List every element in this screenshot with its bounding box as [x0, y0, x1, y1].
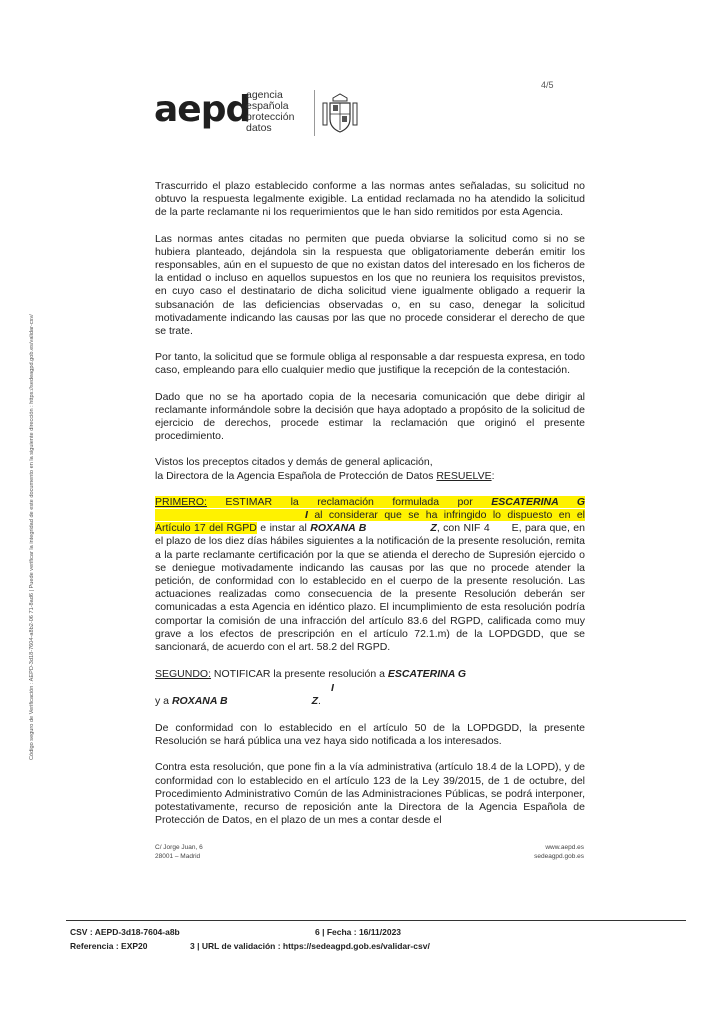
claimant-name-end: I: [305, 509, 308, 522]
resuelve-block: [155, 456, 585, 482]
segundo-label: SEGUNDO:: [155, 668, 212, 681]
website-link[interactable]: www.aepd.es: [545, 844, 584, 851]
logo-divider: [314, 90, 315, 136]
resuelve-line1: Vistos los preceptos citados y demás de general aplicación,: [155, 456, 433, 469]
nif-value-end: E: [511, 522, 519, 535]
claimant-name-end: I: [331, 681, 334, 694]
primero-text: , para que, en el plazo de los diez días hábiles siguientes a la notificación de la presente resolución, remita a la parte reclamante certificación por la que se atienda el derecho de Supresión ejercido o se deniegue motivadamente indicando las causas por las que no procede atender la petición, de conformidad con lo establecido en el cuerpo de la presente resolución. Las actuaciones realizadas como consecuencia de la presente Resolución deberán ser comunicadas a esta Agencia en idéntico plazo. El incumplimiento de esta resolución podría comportar la comisión de una infracción del artículo 83.6 del RGPD, calificada como muy grave a los efectos de prescripción en el artículo 72.1.m) de la LOPDGDD, que se sancionará, de acuerdo con el art. 58.2 del RGPD.: [155, 522, 585, 654]
respondent-name-end: Z: [430, 522, 437, 535]
footer-websites: [520, 843, 584, 861]
csv-url[interactable]: 3 | URL de validación : https://sedeagpd.gob.es/validar-csv/: [190, 941, 430, 951]
paragraph: Las normas antes citadas no permiten que pueda obviarse la solicitud como si no se hubiera planteado, dejándola sin la respuesta que obligatoriamente deberán emitir los responsables, aún en el supuesto de que no existan datos del interesado en los ficheros de la entidad o incluso en aquellos supuestos en los que no reuniera los requisitos previstos, en cuyo caso el destinatario de dicha solicitud viene igualmente obligado a requerir la subsanación de las deficiencias observadas o, en su caso, denegar la solicitud motivadamente indicando las causas por las que no procede considerar el derecho de que se trate.: [155, 232, 585, 338]
logo-text: [246, 90, 294, 134]
primero-text: al considerar que se ha infringido lo dispuesto en el Artículo 17 del RGPD: [155, 509, 585, 535]
claimant-name: ESCATERINA G: [491, 495, 586, 508]
paragraph: De conformidad con lo establecido en el artículo 50 de la LOPDGDD, la presente Resolución se hará pública una vez haya sido notificada a los interesados.: [155, 721, 585, 748]
spanish-coat-of-arms-icon: [320, 92, 360, 136]
logo-wordmark: aepd: [154, 89, 251, 130]
csv-code: CSV : AEPD-3d18-7604-a8b: [70, 927, 180, 937]
segundo-text: y a: [155, 694, 172, 707]
website-link[interactable]: sedeagpd.gob.es: [534, 853, 584, 860]
csv-row: [70, 925, 402, 939]
logo-line: datos: [246, 122, 272, 134]
respondent-name: ROXANA B: [310, 522, 367, 535]
csv-block: [70, 925, 430, 953]
csv-divider: [66, 920, 686, 921]
paragraph: Contra esta resolución, que pone fin a la vía administrativa (artículo 18.4 de la LOPD), y de conformidad con lo establecido en el artículo 123 de la Ley 39/2015, de 1 de octubre, del Procedimiento Administrativo Común de las Administraciones Públicas, se podrá interponer, potestativamente, recurso de reposición ante la Directora de la Agencia Española de Protección de Datos, en el plazo de un mes a contar desde el: [155, 761, 585, 827]
primero-text: ESTIMAR la reclamación formulada por: [206, 495, 492, 508]
primero-section: [155, 496, 585, 654]
claimant-name: ESCATERINA G: [387, 668, 467, 681]
logo-line: española: [246, 100, 289, 112]
logo-line: protección: [246, 111, 295, 123]
respondent-name: ROXANA B: [171, 694, 228, 707]
resuelve-colon: :: [491, 469, 495, 482]
csv-fecha: 6 | Fecha : 16/11/2023: [315, 927, 402, 937]
page-number: 4/5: [541, 80, 554, 90]
footer-address: [155, 843, 203, 861]
document-body: [155, 180, 585, 840]
address-line: C/ Jorge Juan, 6: [155, 844, 203, 851]
segundo-text: NOTIFICAR la presente resolución a: [211, 668, 388, 681]
resuelve-line2: la Directora de la Agencia Española de Protección de Datos: [155, 469, 437, 482]
primero-label: PRIMERO:: [155, 495, 207, 508]
aepd-logo: [152, 86, 372, 142]
primero-text: e instar al: [256, 522, 311, 535]
nif-value: 4: [483, 522, 490, 535]
csv-referencia: Referencia : EXP20: [70, 941, 148, 951]
resuelve-keyword: RESUELVE: [436, 469, 492, 482]
primero-text: , con NIF: [436, 522, 484, 535]
paragraph: Dado que no se ha aportado copia de la necesaria comunicación que debe dirigir al reclamante informándole sobre la decisión que haya adoptado a propósito de la solicitud de ejercicio de derechos, procede estimar la reclamación que originó el presente procedimiento.: [155, 390, 585, 443]
logo-line: agencia: [246, 89, 283, 101]
paragraph: Por tanto, la solicitud que se formule obliga al responsable a dar respuesta expresa, en todo caso, empleando para ello cualquier medio que justifique la recepción de la contestación.: [155, 351, 585, 377]
segundo-end: .: [317, 694, 321, 707]
respondent-name-end: Z: [311, 694, 318, 707]
csv-row: [70, 939, 430, 953]
address-line: 28001 – Madrid: [155, 853, 201, 860]
paragraph: Trascurrido el plazo establecido conforme a las normas antes señaladas, su solicitud no obtuvo la respuesta legalmente exigible. La entidad reclamada no ha atendido la solicitud de la parte reclamante ni los requerimientos que le han sido remitidos por esta Agencia.: [155, 180, 585, 219]
segundo-section: [155, 668, 585, 708]
verification-side-stamp: Código seguro de Verificación : AEPD-3d18-7604-a8b2-06 71-8ad6 | Puede verificar la integridad de este documento en la siguiente dirección : https://sedeagpd.gob.es/validar-csv/: [29, 314, 35, 760]
